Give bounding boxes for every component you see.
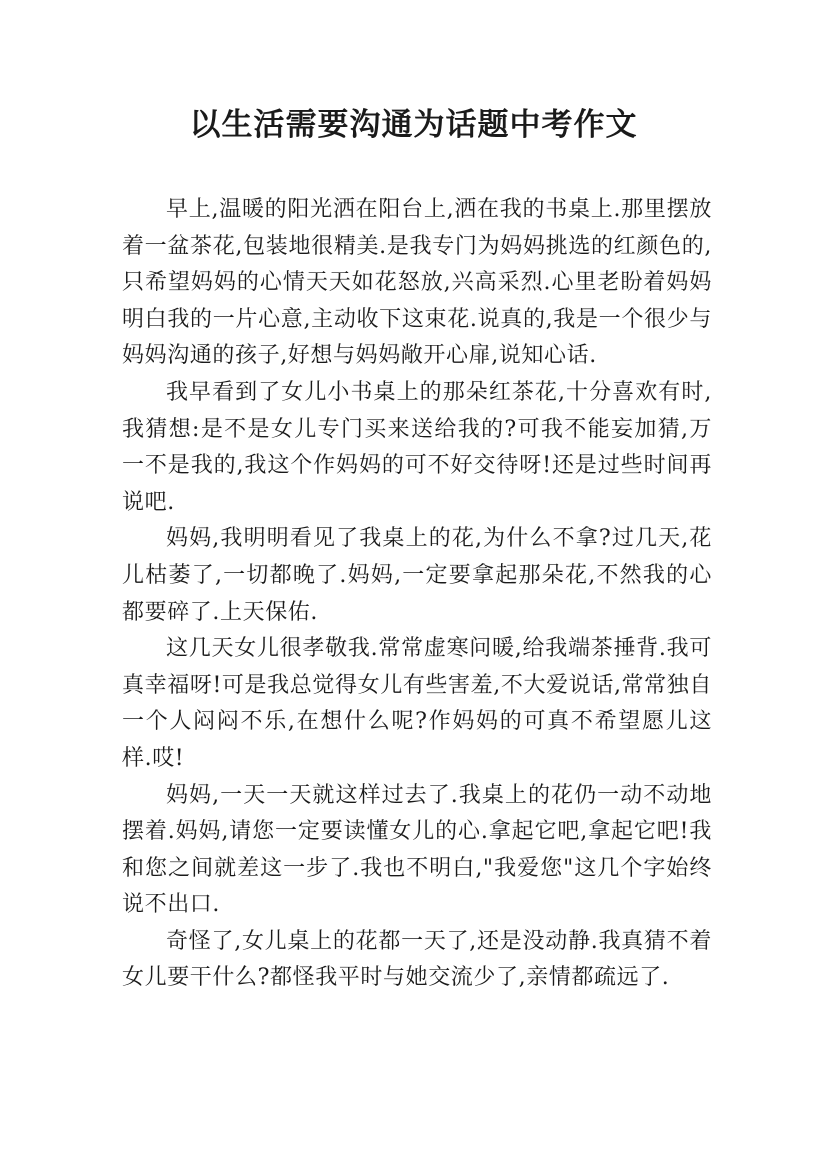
paragraph: 妈妈,一天一天就这样过去了.我桌上的花仍一动不动地摆着.妈妈,请您一定要读懂女儿的心.拿起它吧,拿起它吧!我和您之间就差这一步了.我也不明白,"我爱您"这几个字始终说不出口.	[122, 782, 712, 918]
paragraph: 这几天女儿很孝敬我.常常虚寒问暖,给我端茶捶背.我可真幸福呀!可是我总觉得女儿有些害羞,不大爱说话,常常独自一个人闷闷不乐,在想什么呢?作妈妈的可真不希望愿儿这样.哎!	[122, 636, 712, 771]
paragraph: 奇怪了,女儿桌上的花都一天了,还是没动静.我真猜不着女儿要干什么?都怪我平时与她交流少了,亲情都疏远了.	[122, 928, 712, 991]
document-body	[122, 192, 712, 997]
document-title: 以生活需要沟通为话题中考作文	[189, 107, 638, 143]
paragraph: 我早看到了女儿小书桌上的那朵红茶花,十分喜欢有时,我猜想:是不是女儿专门买来送给我的?可我不能妄加猜,万一不是我的,我这个作妈妈的可不好交待呀!还是过些时间再说吧.	[122, 379, 712, 515]
paragraph: 早上,温暖的阳光洒在阳台上,洒在我的书桌上.那里摆放着一盆茶花,包装地很精美.是我专门为妈妈挑选的红颜色的,只希望妈妈的心情天天如花怒放,兴高采烈.心里老盼着妈妈明白我的一片心意,主动收下这束花.说真的,我是一个很少与妈妈沟通的孩子,好想与妈妈敞开心扉,说知心话.	[122, 197, 712, 369]
paragraph: 妈妈,我明明看见了我桌上的花,为什么不拿?过几天,花儿枯萎了,一切都晚了.妈妈,一定要拿起那朵花,不然我的心都要碎了.上天保佑.	[122, 526, 712, 625]
